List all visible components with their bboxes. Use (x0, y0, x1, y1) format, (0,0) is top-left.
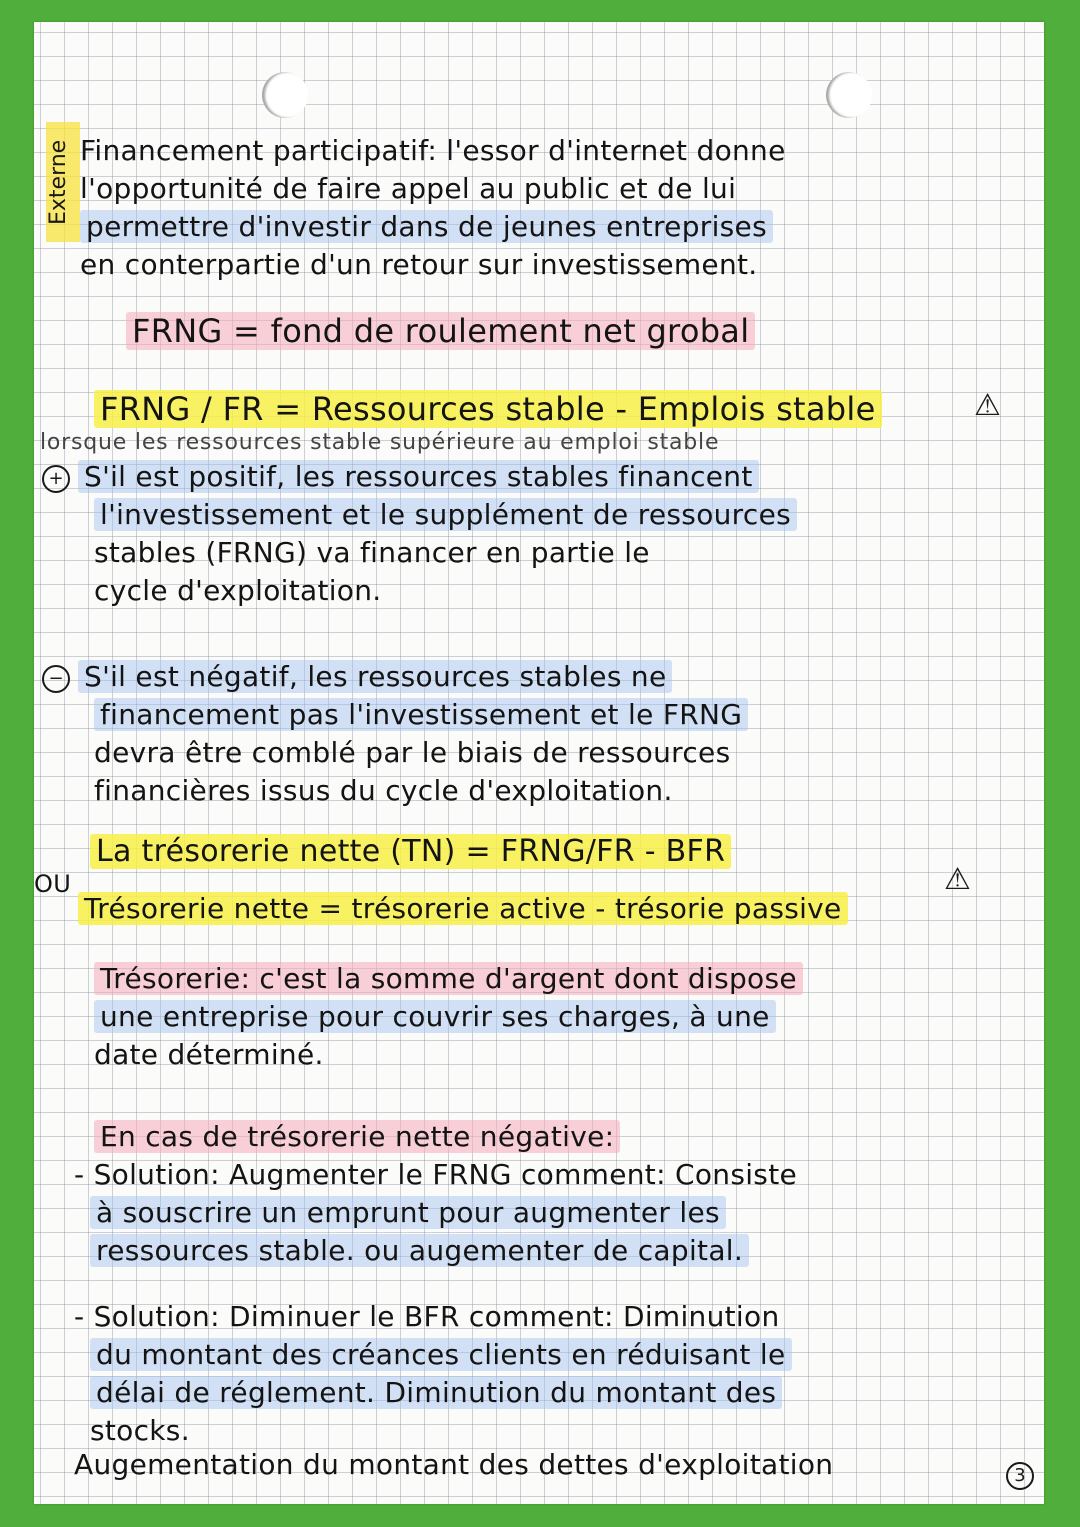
binder-hole-left (262, 72, 308, 118)
text-line: financières issus du cycle d'exploitation. (94, 774, 673, 807)
text-line: l'opportunité de faire appel au public et de lui (80, 172, 737, 205)
formula-tn-alt: Trésorerie nette = trésorerie active - trésorie passive (78, 892, 1080, 925)
text-line: En cas de trésorerie nette négative: (94, 1120, 1080, 1153)
text-line: stables (FRNG) va financer en partie le (94, 536, 650, 569)
text-line: S'il est négatif, les ressources stables ne (78, 660, 1080, 693)
minus-circle-icon: − (42, 665, 70, 693)
text-line: devra être comblé par le biais de ressources (94, 736, 731, 769)
text-line: date déterminé. (94, 1038, 324, 1071)
text-line: financement pas l'investissement et le FRNG (94, 698, 1080, 731)
text-line: OU (34, 870, 72, 898)
side-label-externe: Externe (46, 122, 80, 242)
text-line: S'il est positif, les ressources stables financent (78, 460, 1080, 493)
text-line: délai de réglement. Diminution du montant des (90, 1376, 1080, 1409)
text-line: cycle d'exploitation. (94, 574, 382, 607)
notebook-page (34, 22, 1044, 1504)
text-line: Augementation du montant des dettes d'exploitation (74, 1448, 834, 1481)
plus-circle-icon: + (42, 465, 70, 493)
text-line: stocks. (90, 1414, 190, 1447)
text-line: Financement participatif: l'essor d'internet donne (80, 134, 786, 167)
warning-icon: ⚠ (944, 862, 971, 897)
text-line: permettre d'investir dans de jeunes entreprises (80, 210, 1080, 243)
text-line: lorsque les ressources stable supérieure au emploi stable (40, 430, 720, 455)
text-line: FRNG = fond de roulement net grobal (126, 312, 1080, 350)
text-line: - Solution: Diminuer le BFR comment: Diminution (74, 1300, 780, 1333)
binder-hole-right (826, 72, 872, 118)
formula-frng: FRNG / FR = Ressources stable - Emplois stable (94, 390, 1080, 428)
text-line: du montant des créances clients en réduisant le (90, 1338, 1080, 1371)
page-number: 3 (1006, 1462, 1034, 1490)
text-line: - Solution: Augmenter le FRNG comment: Consiste (74, 1158, 797, 1191)
text-line: ressources stable. ou augementer de capital. (90, 1234, 1080, 1267)
formula-tn: La trésorerie nette (TN) = FRNG/FR - BFR (90, 834, 1080, 869)
text-line: une entreprise pour couvrir ses charges, à une (94, 1000, 1080, 1033)
text-line: à souscrire un emprunt pour augmenter les (90, 1196, 1080, 1229)
text-line: en conterpartie d'un retour sur investissement. (80, 248, 758, 281)
warning-icon: ⚠ (974, 388, 1001, 423)
text-line: Trésorerie: c'est la somme d'argent dont dispose (94, 962, 1080, 995)
text-line: l'investissement et le supplément de ressources (94, 498, 1080, 531)
